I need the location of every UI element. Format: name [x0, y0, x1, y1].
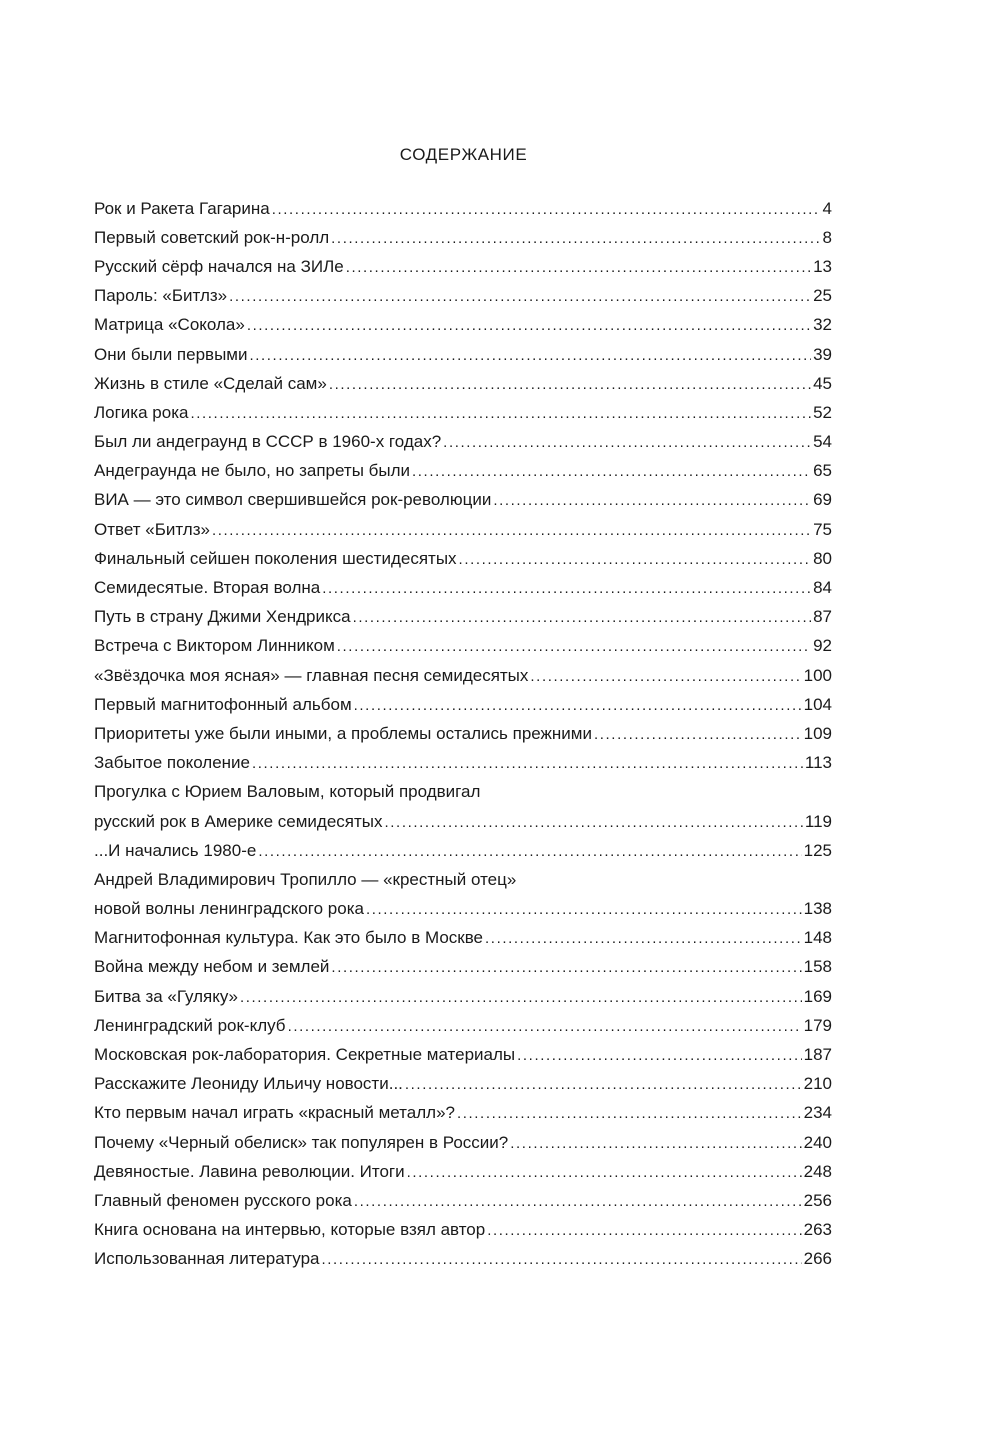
toc-dot-leader — [247, 315, 811, 335]
toc-dot-leader — [212, 520, 811, 540]
toc-entry — [94, 982, 832, 1011]
toc-dot-leader — [329, 374, 811, 394]
toc-entry — [94, 1186, 832, 1215]
toc-entry — [94, 457, 832, 486]
toc-entry-title: Приоритеты уже были иными, а проблемы остались прежними — [94, 723, 592, 743]
toc-entry-title: Андрей Владимирович Тропилло — «крестный отец» — [94, 869, 517, 889]
toc-entry-page-number: 52 — [813, 402, 832, 422]
toc-entry — [94, 369, 832, 398]
toc-entry-page-number: 69 — [813, 490, 832, 510]
toc-entry-page-number: 125 — [803, 840, 832, 860]
toc-entry-title: Магнитофонная культура. Как это было в Москве — [94, 928, 484, 948]
toc-entry-title: Прогулка с Юрием Валовым, который продвигал — [94, 782, 481, 802]
toc-entry — [94, 1099, 832, 1128]
toc-entry-title: Жизнь в стиле «Сделай сам» — [94, 373, 327, 393]
toc-entry — [94, 1245, 832, 1274]
toc-entry-page-number: 39 — [813, 344, 832, 364]
toc-entry-page-number: 13 — [813, 256, 832, 276]
toc-dot-leader — [594, 724, 802, 744]
toc-entry — [94, 223, 832, 252]
toc-dot-leader — [337, 636, 811, 656]
toc-dot-leader — [331, 228, 820, 248]
toc-entry-page-number: 54 — [813, 432, 832, 452]
toc-entry-title: Книга основана на интервью, которые взял автор — [94, 1220, 486, 1240]
toc-dot-leader — [405, 1074, 802, 1094]
toc-entry-page-number: 148 — [803, 928, 832, 948]
toc-dot-leader — [190, 403, 811, 423]
toc-dot-leader — [322, 578, 811, 598]
toc-entry-page-number: 104 — [803, 694, 832, 714]
toc-dot-leader — [412, 461, 811, 481]
toc-entry-title: Они были первыми — [94, 344, 248, 364]
toc-entry-page-number: 266 — [803, 1249, 832, 1269]
toc-entry-page-number: 8 — [822, 227, 832, 247]
toc-entry-page-number: 256 — [803, 1190, 832, 1210]
toc-dot-leader — [530, 666, 801, 686]
toc-entry-page-number: 4 — [822, 198, 832, 218]
toc-entry — [94, 778, 832, 807]
toc-dot-leader — [354, 1191, 802, 1211]
toc-entry — [94, 924, 832, 953]
toc-dot-leader — [252, 753, 803, 773]
toc-entry-title: Битва за «Гуляку» — [94, 986, 238, 1006]
toc-entry-page-number: 248 — [803, 1161, 832, 1181]
toc-entry — [94, 895, 832, 924]
toc-entry — [94, 311, 832, 340]
toc-entry-page-number: 158 — [803, 957, 832, 977]
toc-entry — [94, 428, 832, 457]
toc-entry-page-number: 80 — [813, 548, 832, 568]
toc-entry-title: Финальный сейшен поколения шестидесятых — [94, 548, 457, 568]
toc-entry-title: «Звёздочка моя ясная» — главная песня семидесятых — [94, 665, 529, 685]
toc-entry-title: Забытое поколение — [94, 753, 250, 773]
toc-dot-leader — [487, 1220, 801, 1240]
toc-dot-leader — [258, 841, 801, 861]
toc-entry-title: Был ли андеграунд в СССР в 1960-х годах? — [94, 432, 442, 452]
toc-entry — [94, 807, 832, 836]
toc-dot-leader — [385, 812, 803, 832]
toc-entry-title: Кто первым начал играть «красный металл»? — [94, 1103, 455, 1123]
toc-entry — [94, 1070, 832, 1099]
toc-entry-page-number: 32 — [813, 315, 832, 335]
toc-dot-leader — [485, 928, 802, 948]
toc-entry-page-number: 109 — [803, 723, 832, 743]
toc-dot-leader — [517, 1045, 801, 1065]
toc-dot-leader — [249, 345, 811, 365]
toc-entry-page-number: 138 — [803, 899, 832, 919]
toc-entry-title: Ленинградский рок-клуб — [94, 1015, 286, 1035]
toc-entry — [94, 719, 832, 748]
toc-entry-title: Матрица «Сокола» — [94, 315, 245, 335]
toc-dot-leader — [510, 1133, 801, 1153]
toc-entry — [94, 1128, 832, 1157]
toc-dot-leader — [229, 286, 811, 306]
toc-entry-page-number: 263 — [803, 1220, 832, 1240]
toc-entry — [94, 252, 832, 281]
toc-entry-title: Андеграунда не было, но запреты были — [94, 461, 411, 481]
toc-entry-page-number: 240 — [803, 1132, 832, 1152]
toc-entry — [94, 865, 832, 894]
toc-entry-page-number: 187 — [803, 1045, 832, 1065]
toc-dot-leader — [240, 987, 802, 1007]
toc-entry-page-number: 169 — [803, 986, 832, 1006]
toc-entry-title: Почему «Черный обелиск» так популярен в России? — [94, 1132, 509, 1152]
toc-entry — [94, 836, 832, 865]
toc-entry-title: Пароль: «Битлз» — [94, 286, 228, 306]
toc-entry — [94, 749, 832, 778]
toc-dot-leader — [493, 490, 811, 510]
toc-entry-page-number: 234 — [803, 1103, 832, 1123]
toc-dot-leader — [354, 695, 802, 715]
toc-dot-leader — [272, 199, 821, 219]
toc-entry-page-number: 100 — [803, 665, 832, 685]
toc-entry — [94, 398, 832, 427]
toc-entry-title: новой волны ленинградского рока — [94, 899, 364, 919]
toc-entry-title: Путь в страну Джими Хендрикса — [94, 607, 351, 627]
toc-dot-leader — [459, 549, 812, 569]
toc-entry-page-number: 65 — [813, 461, 832, 481]
toc-entry-title: Ответ «Битлз» — [94, 519, 210, 539]
toc-entry — [94, 1216, 832, 1245]
toc-entry-title: ...И начались 1980-е — [94, 840, 257, 860]
toc-entry-page-number: 75 — [813, 519, 832, 539]
toc-entry-title: Логика рока — [94, 402, 189, 422]
toc-entry-title: Война между небом и землей — [94, 957, 330, 977]
toc-entry-title: Главный феномен русского рока — [94, 1190, 352, 1210]
toc-entry-title: Расскажите Леониду Ильичу новости... — [94, 1074, 403, 1094]
toc-dot-leader — [331, 957, 801, 977]
toc-entry — [94, 953, 832, 982]
toc-entry — [94, 1040, 832, 1069]
toc-entry — [94, 573, 832, 602]
toc-entry-title: Московская рок-лаборатория. Секретные материалы — [94, 1045, 516, 1065]
toc-dot-leader — [443, 432, 811, 452]
toc-entry-title: ВИА — это символ свершившейся рок-революции — [94, 490, 492, 510]
toc-entry — [94, 340, 832, 369]
toc-dot-leader — [407, 1162, 802, 1182]
toc-entry-page-number: 119 — [804, 811, 832, 831]
toc-entry — [94, 632, 832, 661]
toc-entry-title: Встреча с Виктором Линником — [94, 636, 335, 656]
toc-dot-leader — [366, 899, 802, 919]
toc-entry-page-number: 45 — [813, 373, 832, 393]
toc-entry-page-number: 210 — [803, 1074, 832, 1094]
toc-entry-title: русский рок в Америке семидесятых — [94, 811, 383, 831]
toc-entry — [94, 515, 832, 544]
toc-entry-title: Русский сёрф начался на ЗИЛе — [94, 256, 344, 276]
toc-entry — [94, 690, 832, 719]
toc-dot-leader — [457, 1103, 802, 1123]
toc-entry — [94, 282, 832, 311]
toc-entry-title: Первый советский рок-н-ролл — [94, 227, 330, 247]
toc-entry — [94, 486, 832, 515]
toc-entry-page-number: 25 — [813, 286, 832, 306]
toc-entry-title: Первый магнитофонный альбом — [94, 694, 352, 714]
toc-entry — [94, 1011, 832, 1040]
toc-list — [94, 194, 832, 1274]
toc-entry — [94, 1157, 832, 1186]
toc-title: СОДЕРЖАНИЕ — [399, 145, 528, 164]
toc-entry-page-number: 179 — [803, 1015, 832, 1035]
toc-entry — [94, 194, 832, 223]
toc-entry-title: Использованная литература — [94, 1249, 320, 1269]
toc-entry — [94, 544, 832, 573]
toc-entry — [94, 661, 832, 690]
toc-dot-leader — [322, 1249, 802, 1269]
toc-entry-title: Девяностые. Лавина революции. Итоги — [94, 1161, 405, 1181]
toc-entry — [94, 603, 832, 632]
toc-entry-page-number: 84 — [813, 578, 832, 598]
toc-entry-page-number: 87 — [813, 607, 832, 627]
toc-entry-page-number: 113 — [804, 753, 832, 773]
toc-dot-leader — [353, 607, 812, 627]
toc-dot-leader — [346, 257, 811, 277]
toc-entry-title: Рок и Ракета Гагарина — [94, 198, 270, 218]
toc-entry-page-number: 92 — [813, 636, 832, 656]
toc-dot-leader — [288, 1016, 802, 1036]
toc-entry-title: Семидесятые. Вторая волна — [94, 578, 321, 598]
